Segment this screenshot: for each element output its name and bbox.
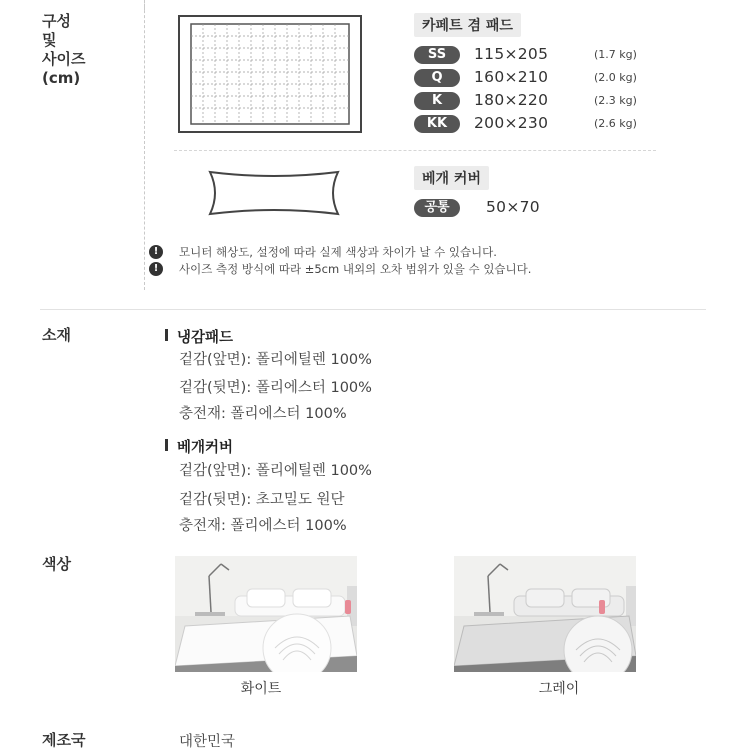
size-code-badge: SS: [414, 46, 460, 64]
material-line: 충전재: 폴리에스터 100%: [179, 518, 347, 534]
section-divider: [40, 309, 706, 310]
material-group-title: 냉감패드: [165, 326, 233, 347]
origin-value: 대한민국: [179, 734, 236, 750]
material-line: 겉감(뒷면): 폴리에스터 100%: [179, 380, 372, 396]
composition-label: [42, 12, 85, 88]
origin-label: 제조국: [42, 731, 86, 749]
color-caption: 화이트: [240, 681, 282, 697]
material-label: 소재: [42, 326, 71, 344]
pillow-code-badge: 공통: [414, 199, 460, 217]
composition-label-line: 및: [42, 31, 57, 49]
size-code-badge: Q: [414, 69, 460, 87]
composition-label-line: (cm): [42, 69, 81, 87]
material-group-title: 베개커버: [165, 436, 233, 457]
size-dimensions: 180×220: [474, 91, 549, 109]
material-line: 충전재: 폴리에스터 100%: [179, 406, 347, 422]
composition-label-line: 구성: [42, 12, 71, 30]
size-dimensions: 115×205: [474, 45, 549, 63]
color-caption: 그레이: [538, 681, 580, 697]
column-divider: [144, 0, 145, 290]
product-photo-gray: [454, 556, 636, 672]
bedroom-scene-gray: [454, 556, 636, 672]
product-photo-white: [175, 556, 357, 672]
pillow-dimensions: 50×70: [486, 198, 540, 216]
size-weight: (2.0 kg): [594, 71, 637, 84]
pad-illustration: [178, 15, 362, 133]
size-weight: (2.3 kg): [594, 94, 637, 107]
pad-title: 카페트 겸 패드: [414, 13, 521, 37]
alert-icon: !: [149, 245, 163, 259]
note-text: 모니터 해상도, 설정에 따라 실제 색상과 차이가 날 수 있습니다.: [179, 245, 497, 259]
pillow-title: 베개 커버: [414, 166, 489, 190]
size-dimensions: 200×230: [474, 114, 549, 132]
material-line: 겉감(앞면): 폴리에틸렌 100%: [179, 463, 372, 479]
composition-separator: [174, 150, 656, 151]
pillow-illustration: [204, 168, 344, 218]
composition-label-line: 사이즈: [42, 50, 86, 68]
size-dimensions: 160×210: [474, 68, 549, 86]
size-weight: (2.6 kg): [594, 117, 637, 130]
bedroom-scene-white: [175, 556, 357, 672]
size-weight: (1.7 kg): [594, 48, 637, 61]
alert-icon: !: [149, 262, 163, 276]
size-code-badge: K: [414, 92, 460, 110]
material-line: 겉감(앞면): 폴리에틸렌 100%: [179, 352, 372, 368]
material-line: 겉감(뒷면): 초고밀도 원단: [179, 492, 345, 508]
color-label: 색상: [42, 555, 71, 573]
size-code-badge: KK: [414, 115, 460, 133]
note-text: 사이즈 측정 방식에 따라 ±5cm 내외의 오차 범위가 있을 수 있습니다.: [179, 262, 532, 276]
